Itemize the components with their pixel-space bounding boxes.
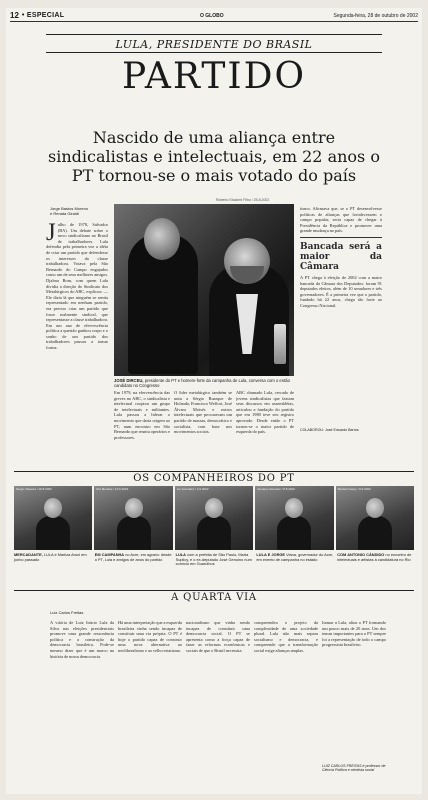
photo-credit: Ivo Gonzalez / 2.9.2002 [176, 487, 209, 491]
contributor-credit: COLABOROU: José Eduardo Barros [300, 428, 359, 432]
byline-place: e Renata Giraldi [50, 211, 79, 216]
right-text-bottom: A PT chega à eleição de 2002 com a maior bancada da Câmara dos Deputados: foram 91 deputados eleitos, além de 10 senadores e três governadores. É a primeira vez que o partido, fundado há 22 anos, chega tão forte ao Congresso Nacional. [300, 274, 382, 308]
companion-photo [14, 486, 92, 550]
secondary-byline: Luiz Carlos Freitas [50, 610, 84, 615]
article-column-mid-2: O lider metalúrgico também se uniu a Sérgio Buarque de Holanda, Francisco Weffort, José Álvaro Moisés e outros intelectuais que procuravam um partido de massas, democrático e socialista, com base nos movimentos sociais. [174, 390, 232, 435]
caption-name: EM CAMPANHA [94, 552, 125, 557]
photo-head [285, 498, 303, 518]
companion-photo [255, 486, 333, 550]
photo-credit: Sergio Tavares / 16.8.2002 [16, 487, 52, 491]
caption-name: COM ANTONIO CÂNDIDO [337, 552, 385, 557]
photo-strip-captions [14, 553, 414, 567]
secondary-column-3: nacionalismo que vinha sendo incapaz de constituir uma democracia social. O PT se apresenta como a força capaz de fazer as reformas econômicas e sociais de que o Brasil necessita. [186, 620, 250, 653]
secondary-column-2: Há uma interpretação que a esquerda brasileira vinha sendo incapaz de constituir uma via própria. O PT é hoje o partido capaz de construir uma nova alternativa ao neoliberalismo e ao velho estatismo. [118, 620, 182, 653]
headline: PARTIDO [122, 56, 306, 97]
byline-name: Jorge Bastos Moreno [50, 206, 89, 211]
dropcap: J [46, 222, 56, 246]
caption-text: presidente do PT e homem-forte da campanha de Lula, conversa com o então candidato no Congresso [114, 378, 290, 388]
newspaper-name: O GLOBO [200, 12, 224, 19]
photo-figure [358, 516, 392, 550]
article-text-1: ulho de 1978, Salvador (BA). Um debate sobre o novo sindicalismo no Brasil de trabalhadores. Lula defendia pela primeira vez a idéia de criar um partido que defendesse os interesses da classe trabalhadora. Votava pela São Bernardo do Campo engajados como um de seus melhores amigos. Djalma Bom, com quem Lula dividia a direção do Sindicato dos Metalúrgicos do ABC, explicou: — Ele dizia lá que ninguém se sentia representado em nenhum partido, era preciso criar um partido que fosse realmente sindical, que representasse a classe trabalhadora. Em um ano de efervescência política a questão ganhou corpo e o sonho de um partido dos trabalhadores passou a tomar forma. [46, 222, 108, 351]
page-number: 12 [10, 11, 19, 20]
companion-photo [336, 486, 414, 550]
photo-figure [277, 516, 311, 550]
section-label: • ESPECIAL [21, 12, 65, 19]
section-rule-companions [14, 471, 414, 472]
photo-caption [114, 378, 294, 388]
edition-date: Segunda-feira, 28 de outubro de 2002 [333, 12, 418, 19]
right-text-top: tismo. Afirmava que, se o PT desenvolvesse políticas de alianças que fortalecessem o campo popular, seria capaz de chegar à Presidência da República e promover uma grande mudança no país. [300, 206, 382, 234]
photo-credit: Roberto Stuckert Filho / 25.8.2002 [216, 198, 270, 202]
section-rule-quarta-via [14, 590, 414, 591]
caption-text: com a prefeita de São Paulo, Marta Suplicy, e o ex-deputado José Genoino num comício em Guarulhos [175, 552, 252, 567]
photo-credit: Gustavo Azevedo / 8.8.2002 [257, 487, 295, 491]
author-bio: LUIZ CARLOS FREITAS é professor de Ciência Política e cientista social [322, 764, 386, 773]
secondary-column-1: A vitória de Luiz Inácio Lula da Silva nas eleições presidenciais promove uma grande ressonância política e a construção da democracia brasileira. Pode-se mesmo dizer que é um marco na história de nossa democracia. [50, 620, 114, 659]
kicker-rule-bottom [46, 52, 382, 53]
newspaper-page [6, 8, 422, 794]
caption-name: JOSÉ DIRCEU, [114, 378, 144, 383]
masthead [10, 10, 418, 22]
caption-name: LULA [175, 552, 186, 557]
article-column-mid-3: ABC chamado Lula, cercado de jovens sindicalistas que faziam seus discursos em assembléias, articulou a fundação do partido que em 1980 teve seu registro aprovado. Desde então o PT tornou-se o maior partido de esquerda do país. [236, 390, 294, 435]
article-column-left [46, 222, 108, 402]
secondary-title: A QUARTA VIA [171, 592, 257, 603]
photo-head [366, 498, 384, 518]
caption-name: LULA E JORGE [256, 552, 285, 557]
companion-caption [14, 553, 91, 567]
photo-glass [274, 324, 286, 364]
photo-credit: Marisol Casey / 9.9.2002 [337, 487, 371, 491]
photo-figure [36, 516, 70, 550]
photo-credit: Rui Mendes / 10.6.2002 [96, 487, 129, 491]
photo-figure [197, 516, 231, 550]
photo-head [205, 498, 223, 518]
photo-head [125, 498, 143, 518]
caption-text: Viana, governador do Acre, em evento de campanha no estado [256, 552, 334, 562]
kicker: LULA, PRESIDENTE DO BRASIL [115, 38, 313, 51]
secondary-column-4: compreendeu o projeto da complexidade de uma sociedade plural. Lula não mais separa socialismo e democracia, e compreende que a transformação social exige alianças amplas. [254, 620, 318, 653]
companion-caption [337, 553, 414, 567]
companions-title: OS COMPANHEIROS DO PT [133, 473, 295, 484]
main-photo [114, 204, 294, 376]
caption-text: no encontro de intelectuais e artistas à candidatura no Rio [337, 552, 412, 562]
box-headline: Bancada será a maior da Câmara [300, 241, 382, 272]
photo-head-left [144, 218, 180, 260]
companion-photo [94, 486, 172, 550]
companion-caption [95, 553, 172, 567]
kicker-rule-top [46, 34, 382, 35]
caption-name: MERCADANTE, [14, 552, 43, 557]
article-column-right [300, 206, 382, 426]
companion-caption [176, 553, 253, 567]
photo-strip [14, 486, 414, 550]
companion-photo [175, 486, 253, 550]
secondary-column-5: Itamar a Lula, aliou o PT formando um pouco mais de 20 anos. Um dos temas importantes para o PT sempre foi a representação de todo o campo progressista brasileiro. [322, 620, 386, 648]
caption-text: LULA e Marilza Aruni em junho passado [14, 552, 87, 562]
byline [50, 206, 88, 216]
deck: Nascido de uma aliança entre sindicalistas e intelectuais, em 22 anos o PT tornou-se o mais votado do país [48, 128, 380, 185]
caption-text: no Acre, em agosto: desde o PT, Lula e amigos de anos do partido [94, 552, 172, 562]
photo-head [44, 498, 62, 518]
photo-figure [117, 516, 151, 550]
companion-caption [256, 553, 333, 567]
article-column-mid-1: Em 1979, na efervescência das greves no ABC, o sindicalista e intelectual cooptou um grupo de intelectuais e militantes. Lula passou a liderar o movimento que daria origem ao PT, num encontro em São Bernardo que reuniu operários e professores. [114, 390, 170, 440]
box-rule [300, 237, 382, 238]
